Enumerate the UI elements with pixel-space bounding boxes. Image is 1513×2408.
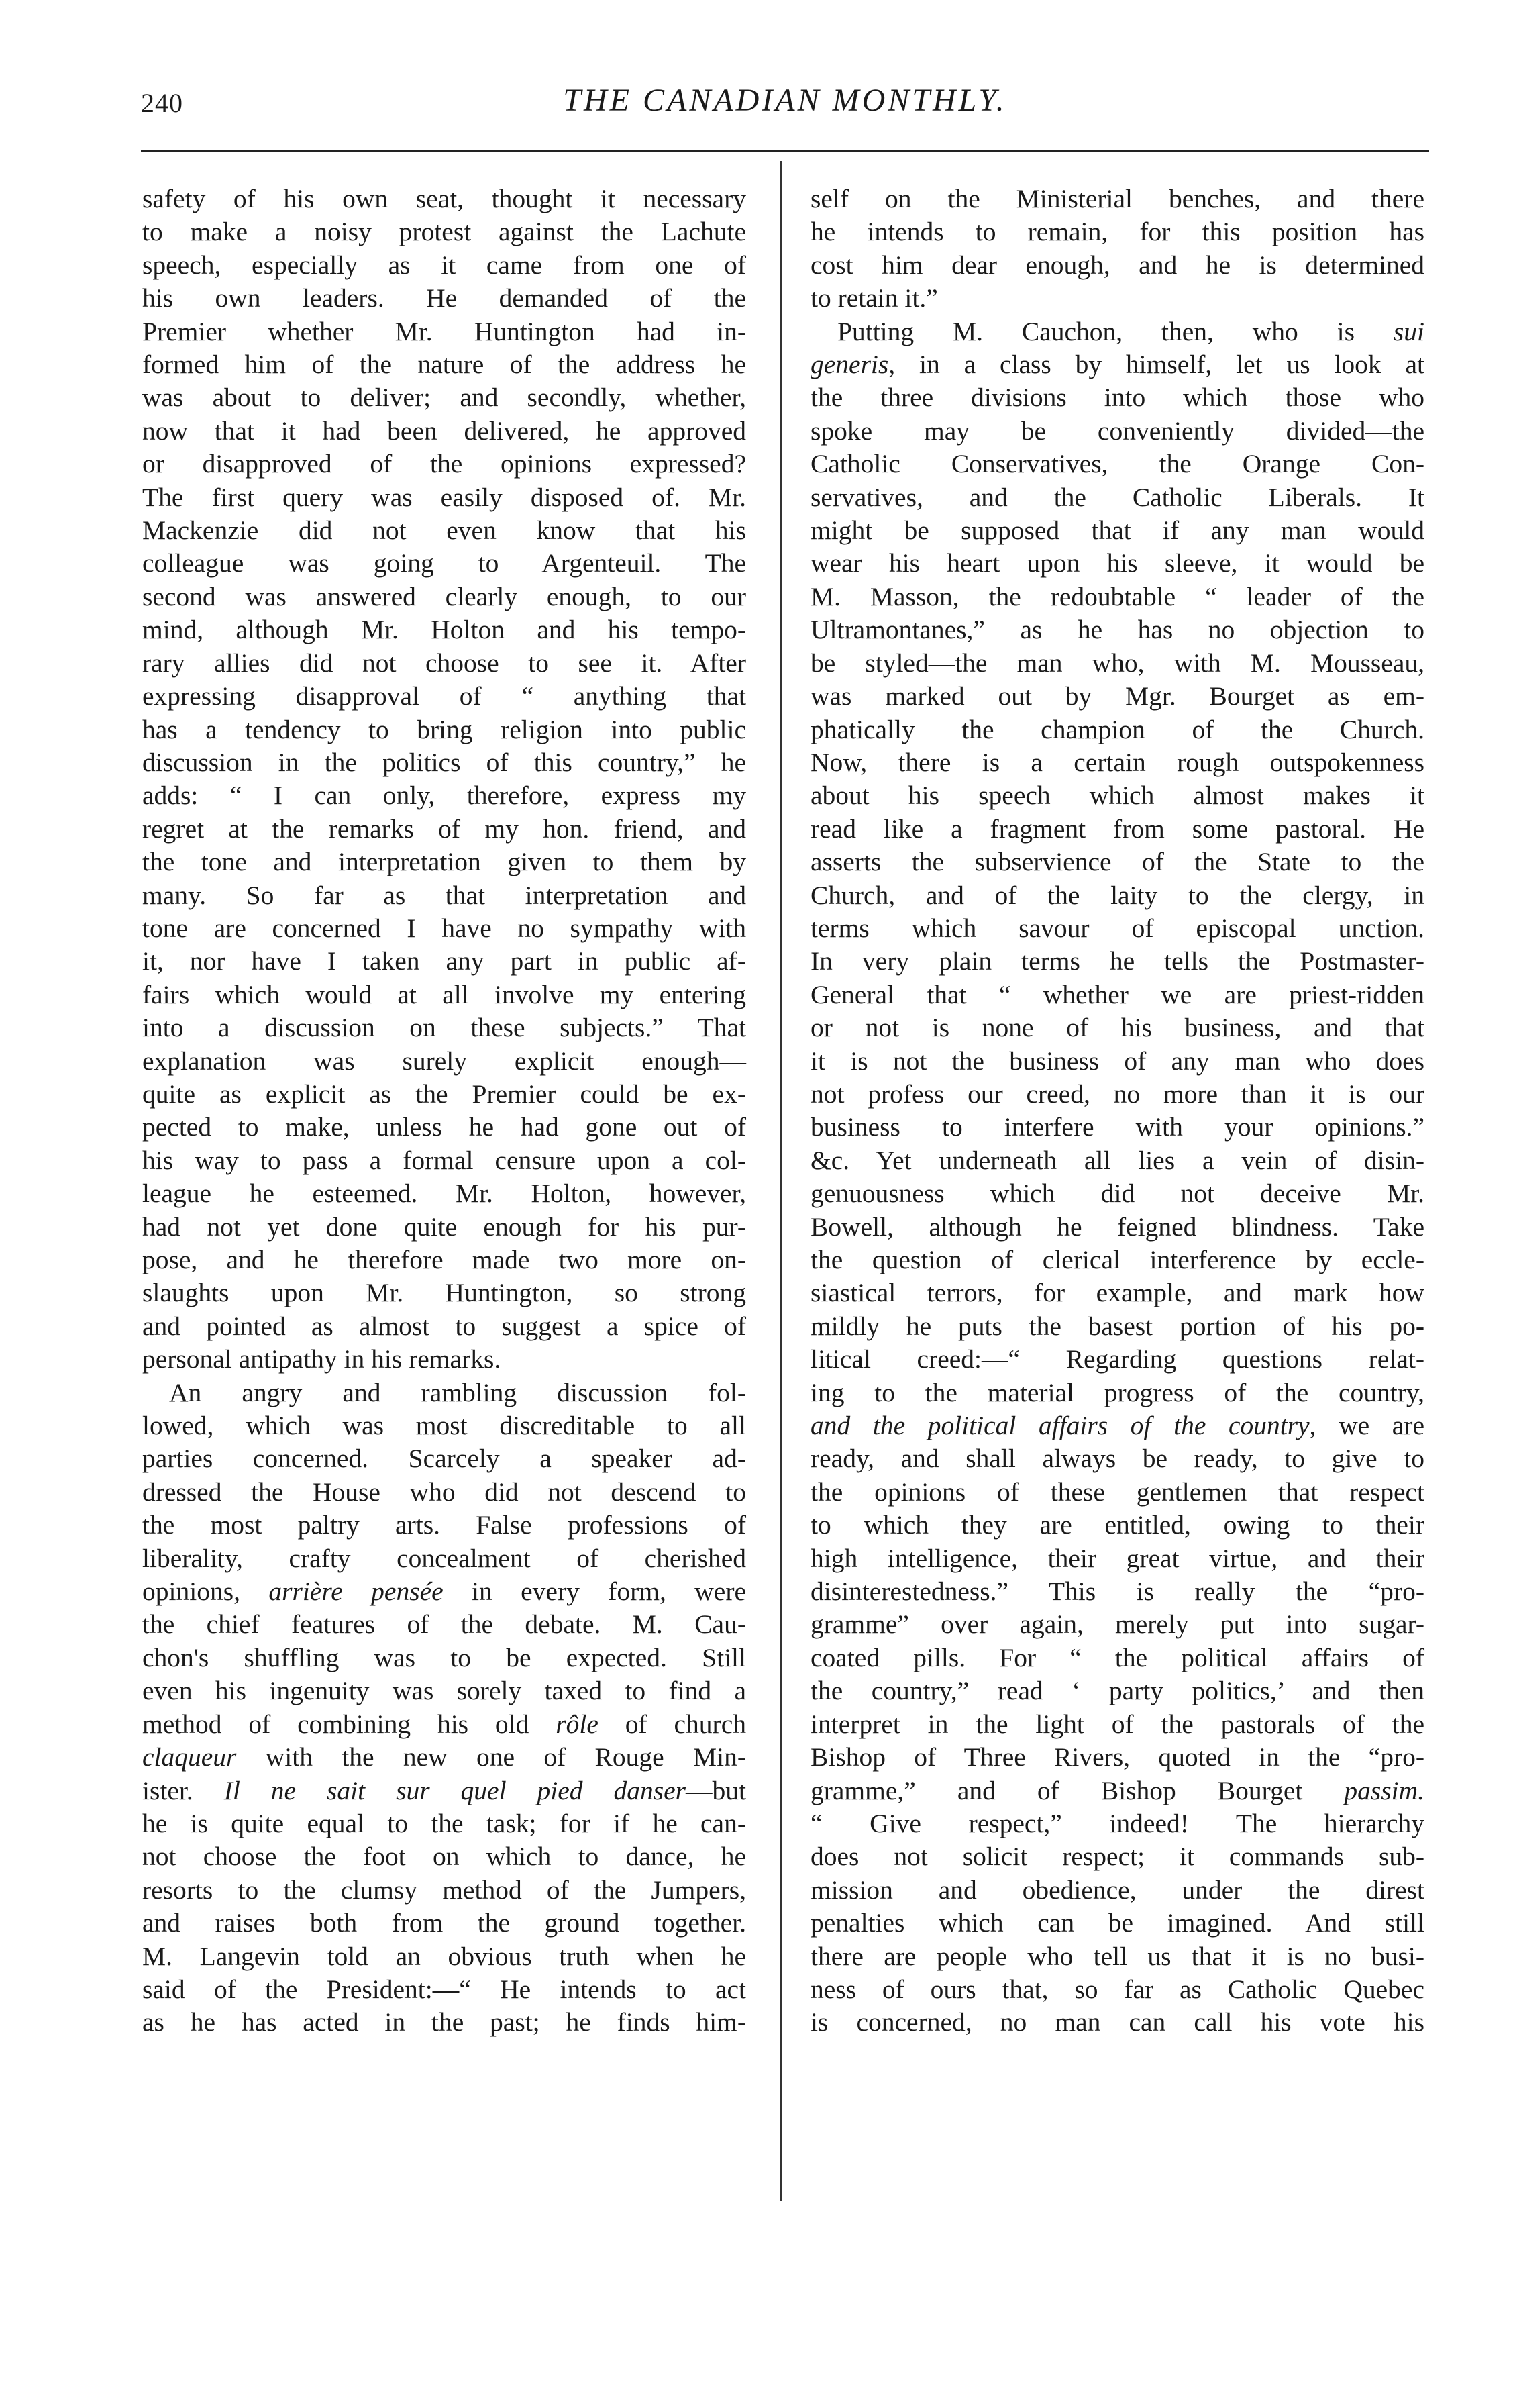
italic-phrase: rôle bbox=[556, 1709, 598, 1739]
text-line: disinterestedness.” This is really the “pro- bbox=[811, 1576, 1424, 1607]
text-line: formed him of the nature of the address he bbox=[142, 350, 746, 380]
header-rule bbox=[141, 150, 1429, 152]
text-line: Premier whether Mr. Huntington had in- bbox=[142, 316, 746, 346]
text-line: parties concerned. Scarcely a speaker ad- bbox=[142, 1444, 746, 1474]
text-line: An angry and rambling discussion fol- bbox=[169, 1377, 746, 1407]
text-line: even his ingenuity was sorely taxed to find a bbox=[142, 1676, 746, 1706]
text-line bbox=[142, 1741, 746, 1774]
text-line: speech, especially as it came from one of bbox=[142, 250, 746, 280]
text-line: Church, and of the laity to the clergy, in bbox=[811, 880, 1424, 910]
italic-phrase: and the political affairs of the country bbox=[811, 1411, 1310, 1441]
italic-phrase: claqueur bbox=[142, 1742, 237, 1772]
text-line: coated pills. For “ the political affairs of bbox=[811, 1642, 1424, 1672]
text-line: the question of clerical interference by eccle- bbox=[811, 1245, 1424, 1274]
text-line: not choose the foot on which to dance, he bbox=[142, 1842, 746, 1872]
right-paragraph-2 bbox=[811, 315, 1424, 2040]
text-line: he intends to remain, for this position has bbox=[811, 217, 1424, 247]
page-header bbox=[141, 82, 1429, 136]
text-line: many. So far as that interpretation and bbox=[142, 880, 746, 910]
text-line: to make a noisy protest against the Lachute bbox=[142, 217, 746, 247]
text-line: he is quite equal to the task; for if he can- bbox=[142, 1808, 746, 1838]
text-line: mind, although Mr. Holton and his tempo- bbox=[142, 615, 746, 645]
text-line: Now, there is a certain rough outspokenness bbox=[811, 747, 1424, 777]
text-line: explanation was surely explicit enough— bbox=[142, 1046, 746, 1076]
text-line: the opinions of these gentlemen that respect bbox=[811, 1476, 1424, 1507]
text-line: servatives, and the Catholic Liberals. It bbox=[811, 482, 1424, 512]
text-line: self on the Ministerial benches, and there bbox=[811, 184, 1424, 213]
page-number: 240 bbox=[141, 88, 183, 118]
text-line bbox=[811, 348, 1424, 381]
left-column bbox=[142, 183, 746, 2040]
text-line: might be supposed that if any man would bbox=[811, 515, 1424, 546]
text-run: opinions, bbox=[142, 1576, 269, 1607]
text-line: is concerned, no man can call his vote his bbox=[811, 2007, 1424, 2038]
text-line: penalties which can be imagined. And still bbox=[811, 1908, 1424, 1938]
text-line: or disapproved of the opinions expressed? bbox=[142, 449, 746, 479]
text-line: it is not the business of any man who does bbox=[811, 1046, 1424, 1076]
text-line: league he esteemed. Mr. Holton, however, bbox=[142, 1178, 746, 1209]
text-line: into a discussion on these subjects.” That bbox=[142, 1013, 746, 1043]
text-line: business to interfere with your opinions.” bbox=[811, 1112, 1424, 1142]
text-line: read like a fragment from some pastoral. He bbox=[811, 813, 1424, 844]
text-line: the country,” read ‘ party politics,’ and then bbox=[811, 1676, 1424, 1706]
text-line: as he has acted in the past; he finds him- bbox=[142, 2007, 746, 2038]
text-line: dressed the House who did not descend to bbox=[142, 1476, 746, 1507]
text-line: gramme” over again, merely put into sugar- bbox=[811, 1609, 1424, 1640]
text-line: wear his heart upon his sleeve, it would be bbox=[811, 548, 1424, 579]
text-line: was about to deliver; and secondly, whether, bbox=[142, 383, 746, 413]
text-line: quite as explicit as the Premier could be ex- bbox=[142, 1078, 746, 1109]
text-line: rary allies did not choose to see it. After bbox=[142, 648, 746, 678]
left-paragraph-2 bbox=[142, 1376, 746, 2040]
text-run: of church bbox=[598, 1709, 746, 1739]
text-line: Mackenzie did not even know that his bbox=[142, 515, 746, 546]
text-run: gramme,” and of Bishop Bourget bbox=[811, 1775, 1345, 1805]
text-line: In very plain terms he tells the Postmaster- bbox=[811, 946, 1424, 976]
text-line: M. Masson, the redoubtable “ leader of the bbox=[811, 581, 1424, 611]
text-line: genuousness which did not deceive Mr. bbox=[811, 1178, 1424, 1209]
text-line: Catholic Conservatives, the Orange Con- bbox=[811, 449, 1424, 479]
text-run: method of combining his old bbox=[142, 1709, 556, 1739]
text-line: to which they are entitled, owing to their bbox=[811, 1510, 1424, 1540]
text-line: there are people who tell us that it is no busi- bbox=[811, 1941, 1424, 1971]
text-line: has a tendency to bring religion into public bbox=[142, 714, 746, 744]
text-line: his way to pass a formal censure upon a col- bbox=[142, 1145, 746, 1175]
text-line: “ Give respect,” indeed! The hierarchy bbox=[811, 1808, 1424, 1838]
text-line: the chief features of the debate. M. Cau- bbox=[142, 1609, 746, 1640]
text-line: it, nor have I taken any part in public af- bbox=[142, 946, 746, 976]
text-line: liberality, crafty concealment of cherished bbox=[142, 1543, 746, 1573]
text-line: and raises both from the ground together. bbox=[142, 1908, 746, 1938]
text-line: now that it had been delivered, he approved bbox=[142, 415, 746, 446]
text-line: tone are concerned I have no sympathy with bbox=[142, 913, 746, 943]
right-paragraph-1 bbox=[811, 183, 1424, 315]
text-line: Bishop of Three Rivers, quoted in the “pro- bbox=[811, 1742, 1424, 1772]
text-line: adds: “ I can only, therefore, express my bbox=[142, 781, 746, 811]
text-line: pected to make, unless he had gone out of bbox=[142, 1112, 746, 1142]
italic-phrase: arrière pensée bbox=[268, 1576, 444, 1607]
text-line: the most paltry arts. False professions of bbox=[142, 1510, 746, 1540]
text-line: M. Langevin told an obvious truth when he bbox=[142, 1941, 746, 1971]
left-paragraph-1 bbox=[142, 183, 746, 1376]
text-line: ness of ours that, so far as Catholic Quebec bbox=[811, 1974, 1424, 2004]
text-line: litical creed:—“ Regarding questions relat- bbox=[811, 1344, 1424, 1374]
text-run: in every form, were bbox=[443, 1576, 747, 1607]
text-line: expressing disapproval of “ anything that bbox=[142, 681, 746, 711]
text-line: not profess our creed, no more than it is our bbox=[811, 1078, 1424, 1109]
text-line bbox=[811, 315, 1424, 348]
column-divider bbox=[780, 161, 782, 2201]
text-line bbox=[142, 1774, 746, 1807]
text-line: interpret in the light of the pastorals of the bbox=[811, 1709, 1424, 1739]
text-line: siastical terrors, for example, and mark how bbox=[811, 1278, 1424, 1308]
text-run: —but bbox=[686, 1775, 747, 1805]
text-line: ing to the material progress of the country, bbox=[811, 1377, 1424, 1407]
text-line: had not yet done quite enough for his pur- bbox=[142, 1211, 746, 1242]
text-line: pose, and he therefore made two more on- bbox=[142, 1245, 746, 1274]
text-run: with the new one of Rouge Min- bbox=[236, 1742, 746, 1772]
text-line: to retain it.” bbox=[811, 283, 938, 313]
text-line: lowed, which was most discreditable to all bbox=[142, 1411, 746, 1441]
text-line: mission and obedience, under the direst bbox=[811, 1874, 1424, 1905]
running-title: THE CANADIAN MONTHLY. bbox=[563, 83, 1007, 118]
text-line: chon's shuffling was to be expected. Still bbox=[142, 1642, 746, 1672]
text-line: mildly he puts the basest portion of his po- bbox=[811, 1311, 1424, 1341]
text-line: Bowell, although he feigned blindness. Take bbox=[811, 1211, 1424, 1242]
text-line: General that “ whether we are priest-ridden bbox=[811, 979, 1424, 1009]
text-line: colleague was going to Argenteuil. The bbox=[142, 548, 746, 579]
text-line: discussion in the politics of this country,” he bbox=[142, 747, 746, 777]
text-line: cost him dear enough, and he is determined bbox=[811, 250, 1424, 280]
text-line: second was answered clearly enough, to our bbox=[142, 581, 746, 611]
text-line: and pointed as almost to suggest a spice of bbox=[142, 1311, 746, 1341]
text-line bbox=[811, 1409, 1424, 1442]
text-line: phatically the champion of the Church. bbox=[811, 714, 1424, 744]
text-line: about his speech which almost makes it bbox=[811, 781, 1424, 811]
text-line: asserts the subservience of the State to the bbox=[811, 847, 1424, 877]
text-line: &c. Yet underneath all lies a vein of disin- bbox=[811, 1145, 1424, 1175]
text-line: high intelligence, their great virtue, and their bbox=[811, 1543, 1424, 1573]
text-line: resorts to the clumsy method of the Jumpers, bbox=[142, 1874, 746, 1905]
text-run: Putting M. Cauchon, then, who is bbox=[837, 316, 1394, 346]
text-line: personal antipathy in his remarks. bbox=[142, 1344, 501, 1374]
italic-phrase: passim. bbox=[1344, 1775, 1424, 1805]
text-run: , we are bbox=[1309, 1411, 1424, 1441]
text-line: does not solicit respect; it commands sub- bbox=[811, 1842, 1424, 1872]
text-run: ister. bbox=[142, 1775, 224, 1805]
text-line: safety of his own seat, thought it necessary bbox=[142, 184, 746, 213]
text-line: or not is none of his business, and that bbox=[811, 1013, 1424, 1043]
text-line: said of the President:—“ He intends to act bbox=[142, 1974, 746, 2004]
italic-phrase: sui bbox=[1393, 316, 1424, 346]
text-line: spoke may be conveniently divided—the bbox=[811, 415, 1424, 446]
text-line: his own leaders. He demanded of the bbox=[142, 283, 746, 313]
text-line: regret at the remarks of my hon. friend, and bbox=[142, 813, 746, 844]
text-line bbox=[142, 1708, 746, 1741]
text-line: was marked out by Mgr. Bourget as em- bbox=[811, 681, 1424, 711]
text-line: fairs which would at all involve my entering bbox=[142, 979, 746, 1009]
text-line: terms which savour of episcopal unction. bbox=[811, 913, 1424, 943]
text-line: the tone and interpretation given to them by bbox=[142, 847, 746, 877]
text-line: Ultramontanes,” as he has no objection to bbox=[811, 615, 1424, 645]
text-line: slaughts upon Mr. Huntington, so strong bbox=[142, 1278, 746, 1308]
text-line: be styled—the man who, with M. Mousseau, bbox=[811, 648, 1424, 678]
text-line: the three divisions into which those who bbox=[811, 383, 1424, 413]
text-run: , in a class by himself, let us look at bbox=[888, 350, 1424, 380]
text-line: ready, and shall always be ready, to give to bbox=[811, 1444, 1424, 1474]
text-line bbox=[142, 1575, 746, 1608]
text-line: The first query was easily disposed of. Mr. bbox=[142, 482, 746, 512]
text-line bbox=[811, 1774, 1424, 1807]
italic-phrase: generis bbox=[811, 350, 889, 380]
italic-phrase: Il ne sait sur quel pied danser bbox=[223, 1775, 686, 1805]
right-column bbox=[811, 183, 1424, 2040]
